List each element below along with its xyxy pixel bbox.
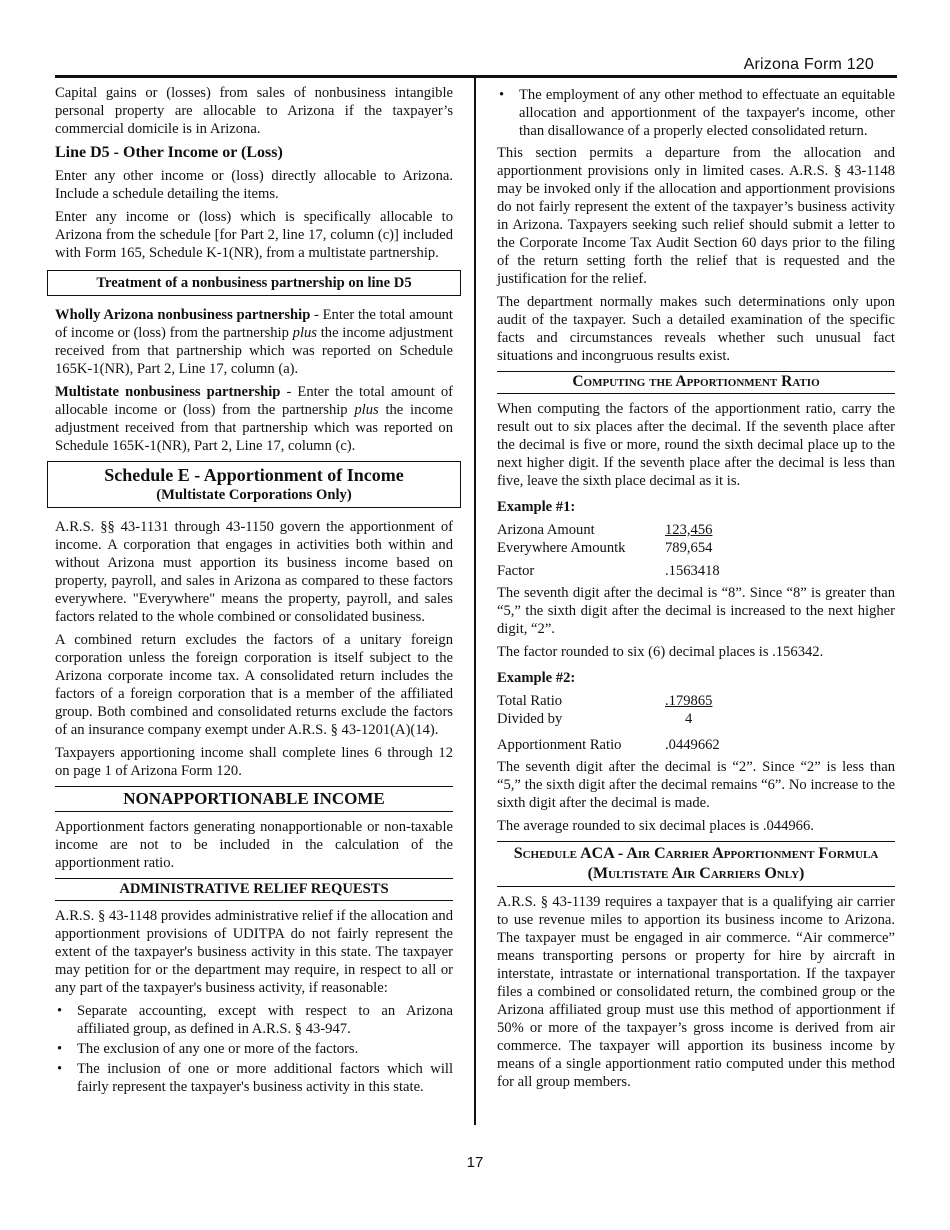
list-item <box>55 1040 453 1058</box>
bullet-icon: • <box>57 1061 63 1077</box>
table-row <box>497 692 720 710</box>
schedule-aca-heading <box>497 841 895 887</box>
d5-paragraph-1: Enter any other income or (loss) directly allocable to Arizona. Include a schedule detailing the items. <box>55 168 453 202</box>
multistate-paragraph <box>55 383 453 455</box>
schedule-aca-paragraph: A.R.S. § 43-1139 requires a taxpayer that is a qualifying air carrier to use revenue miles to apportion its business income to Arizona. The taxpayer must be engaged in air commerce. “Air commerce” means transporting persons or property for hire by aircraft in interstate, intrastate or international transportation. If the taxpayer files a combined or consolidated return, the combined group or the Arizona affiliated group must use this method of apportionment if 50% or more of the taxpayer’s gross income is derived from air commerce. The taxpayer will apportion its business income by means of a single apportionment ratio computed under this method for all group members. <box>497 894 895 1090</box>
form-title: Arizona Form 120 <box>743 56 874 73</box>
table-cell: Apportionment Ratio <box>497 737 622 753</box>
schedule-e-paragraph-1: A.R.S. §§ 43-1131 through 43-1150 govern the apportionment of income. A corporation that engages in activities both within and without Arizona must apportion its business income based on property, payroll, and sales in Arizona as compared to these factors everywhere. "Everywhere" means the property, payroll, and sales factors related to the whole combined or consolidated business. <box>55 519 453 625</box>
bullet-text: The inclusion of one or more additional factors which will fairly represent the taxpayer's business activity in this state. <box>77 1061 453 1095</box>
table-row <box>497 539 720 557</box>
section-permits-paragraph: This section permits a departure from the allocation and apportionment provisions only in limited cases. A.R.S. § 43-1148 may be invoked only if the allocation and apportionment provisions do not fairly represent the extent of the taxpayer’s business activity in Arizona. Taxpayers seeking such relief should submit a letter to the Corporate Income Tax Audit Section 60 days prior to the filing of the return setting forth the relief that is requested and the justification for the relief. <box>497 145 895 287</box>
bullet-text: Separate accounting, except with respect to an Arizona affiliated group, as defined in A.R.S. § 43-947. <box>77 1003 453 1037</box>
table-row <box>497 521 720 539</box>
wholly-arizona-paragraph <box>55 306 453 378</box>
nonapportionable-heading: NONAPPORTIONABLE INCOME <box>55 786 453 812</box>
wholly-emphasis: plus <box>292 325 317 341</box>
page-number: 17 <box>466 1154 484 1171</box>
table-cell: Total Ratio <box>497 693 563 709</box>
bullet-text: The exclusion of any one or more of the factors. <box>77 1041 359 1057</box>
wholly-text-a: - Enter the total amount of income or (loss) from the partnership <box>55 307 453 341</box>
example-1-paragraph-2: The factor rounded to six (6) decimal places is .156342. <box>497 644 824 660</box>
computing-paragraph: When computing the factors of the apportionment ratio, carry the result out to six places after the decimal. If the seventh place after the decimal is five or more, round the sixth decimal place up to the next higher digit. If the seventh place after the decimal is less than five, leave the sixth place decimal as it is. <box>497 401 895 489</box>
example-1-table <box>497 521 720 580</box>
admin-relief-paragraph: A.R.S. § 43-1148 provides administrative relief if the allocation and apportionment provisions of UDITPA do not fairly represent the extent of the taxpayer's business activity in this state. The taxpayer may petition for or the department may require, in respect to all or any part of the taxpayer's business activity, if reasonable: <box>55 908 453 996</box>
multistate-text-a: - Enter the total amount of allocable income or (loss) from the partnership <box>55 384 453 418</box>
table-cell: Factor <box>497 563 535 579</box>
computing-ratio-heading: Computing the Apportionment Ratio <box>497 371 895 394</box>
schedule-e-paragraph-2: A combined return excludes the factors of a unitary foreign corporation unless the foreign corporation is itself subject to the Arizona corporate income tax. A consolidated return includes the factors of a foreign corporation that is a member of the affiliated group. Both combined and consolidated returns exclude the factors of an insurance company exempt under A.R.S. § 43-1201(A)(14). <box>55 632 453 738</box>
schedule-aca-title: Schedule ACA - Air Carrier Apportionment Formula <box>513 845 879 862</box>
table-row <box>497 557 720 580</box>
example-1-paragraph-1: The seventh digit after the decimal is “8”. Since “8” is greater than “5,” the sixth digit after the decimal is increased to the next higher digit, “2”. <box>497 585 895 637</box>
bullet-icon: • <box>57 1003 63 1019</box>
nonapportionable-paragraph: Apportionment factors generating nonapportionable or non-taxable income are not to be included in the calculation of the apportionment ratio. <box>55 819 453 871</box>
schedule-e-subtitle: (Multistate Corporations Only) <box>156 487 352 503</box>
bullet-text: The employment of any other method to effectuate an equitable allocation and apportionment of the taxpayer's income, other than disallowance of a properly elected consolidated return. <box>519 87 895 139</box>
schedule-e-paragraph-3: Taxpayers apportioning income shall complete lines 6 through 12 on page 1 of Arizona Form 120. <box>55 745 453 779</box>
d5-paragraph-2: Enter any income or (loss) which is specifically allocable to Arizona from the schedule [for Part 2, line 17, column (c)] included with Form 165, Schedule K-1(NR), from a multistate partnership. <box>55 209 453 261</box>
list-item <box>55 1060 453 1096</box>
relief-bullet-list-continued <box>497 86 895 140</box>
capital-gains-paragraph: Capital gains or (losses) from sales of nonbusiness intangible personal property are allocable to Arizona if the taxpayer’s commercial domicile is in Arizona. <box>55 85 453 137</box>
table-row <box>497 710 720 728</box>
table-cell: 789,654 <box>665 540 713 556</box>
wholly-text-b: the income adjustment received from that partnership which was reported on Schedule 165K-1(NR), Part 2, Line 17, column (a). <box>55 325 453 377</box>
example-2-paragraph-1: The seventh digit after the decimal is “2”. Since “2” is less than “5,” the sixth digit after the decimal remains “6”. No increase to the sixth digit after the decimal is made. <box>497 759 895 811</box>
multistate-text-b: the income adjustment received from that partnership which was reported on Schedule 165K-1(NR), Part 2, Line 17, column (c). <box>55 402 453 454</box>
department-paragraph: The department normally makes such determinations only upon audit of the taxpayer. Such a detailed examination of the specific facts and circumstances reveals whether such unusual fact situations and incongruous results exist. <box>497 294 895 364</box>
right-column <box>497 84 895 1096</box>
table-row <box>497 728 720 754</box>
header-rule <box>55 75 897 78</box>
example-2-table <box>497 692 720 754</box>
list-item <box>497 86 895 140</box>
multistate-emphasis: plus <box>354 402 379 418</box>
wholly-term: Wholly Arizona nonbusiness partnership <box>55 307 311 323</box>
example-1-label: Example #1: <box>497 499 576 515</box>
treatment-box-heading: Treatment of a nonbusiness partnership on line D5 <box>47 270 461 296</box>
example-2-paragraph-2: The average rounded to six decimal places is .044966. <box>497 818 814 834</box>
table-cell: Arizona Amount <box>497 522 595 538</box>
column-divider <box>474 78 476 1125</box>
multistate-term: Multistate nonbusiness partnership <box>55 384 281 400</box>
bullet-icon: • <box>57 1041 63 1057</box>
table-cell: .1563418 <box>665 563 720 579</box>
table-cell: .179865 <box>665 693 713 709</box>
schedule-aca-subtitle: (Multistate Air Carriers Only) <box>587 865 805 882</box>
table-cell: Divided by <box>497 711 563 727</box>
relief-bullet-list <box>55 1002 453 1096</box>
schedule-e-heading-box <box>47 461 461 508</box>
table-cell: Everywhere Amountk <box>497 540 626 556</box>
line-d5-heading: Line D5 - Other Income or (Loss) <box>55 144 283 161</box>
table-cell: .0449662 <box>665 737 720 753</box>
list-item <box>55 1002 453 1038</box>
schedule-e-title: Schedule E - Apportionment of Income <box>104 465 404 485</box>
bullet-icon: • <box>499 87 505 103</box>
table-cell: 123,456 <box>665 522 713 538</box>
left-column <box>55 84 453 1100</box>
table-cell: 4 <box>685 711 693 727</box>
example-2-label: Example #2: <box>497 670 576 686</box>
admin-relief-heading: ADMINISTRATIVE RELIEF REQUESTS <box>55 878 453 901</box>
